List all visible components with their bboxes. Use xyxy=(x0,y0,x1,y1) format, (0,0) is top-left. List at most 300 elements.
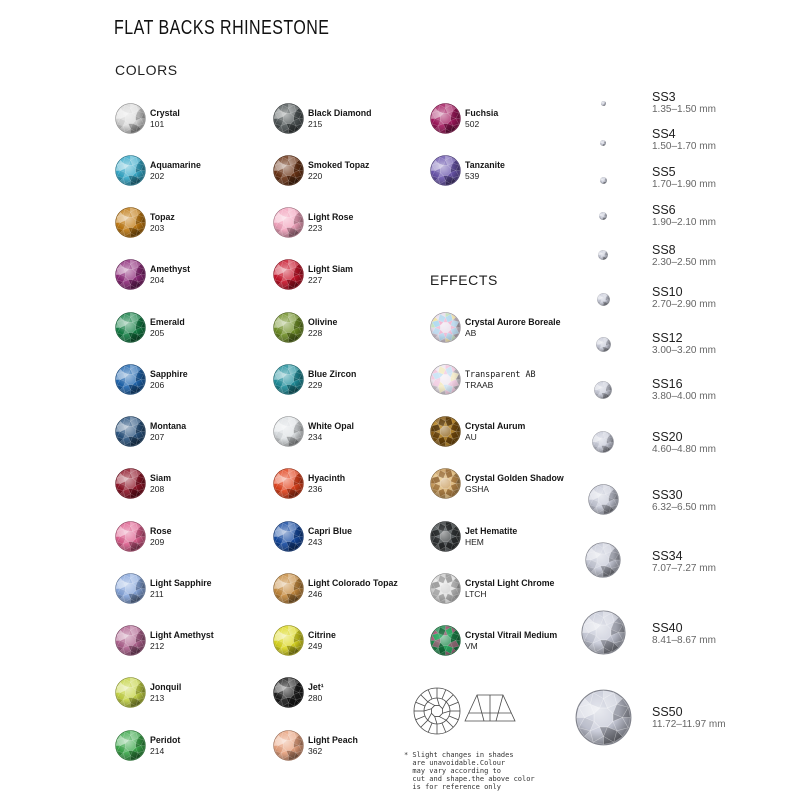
color-gem-peridot xyxy=(115,730,146,761)
color-gem-light-sapphire xyxy=(115,573,146,604)
size-range: 1.90–2.10 mm xyxy=(652,217,716,228)
color-code: 209 xyxy=(150,536,165,547)
color-item-fuchsia xyxy=(430,103,499,134)
color-code: 229 xyxy=(308,379,323,390)
gem-table-facet xyxy=(125,322,135,332)
color-name: Light Colorado Topaz xyxy=(308,577,398,588)
color-name: Montana xyxy=(150,421,187,431)
color-name: Olivine xyxy=(308,316,338,327)
color-gem-tanzanite xyxy=(430,155,461,186)
gem-table-facet xyxy=(440,635,450,645)
size-gem-ss3 xyxy=(601,101,606,106)
gem-table-facet xyxy=(602,179,604,181)
color-code: 212 xyxy=(150,641,165,651)
size-gem-ss16 xyxy=(594,381,612,399)
color-item-light-siam xyxy=(273,259,353,290)
gem-table-facet xyxy=(599,438,606,445)
effect-code: VM xyxy=(465,641,478,651)
color-gem-fuchsia xyxy=(430,103,461,134)
size-gem-ss4 xyxy=(600,140,606,146)
diagram-line xyxy=(428,702,435,706)
gem-table-facet xyxy=(125,270,135,280)
size-range: 7.07–7.27 mm xyxy=(652,563,716,574)
gem-table-facet xyxy=(283,635,293,645)
gem-table-facet xyxy=(440,479,450,489)
colors-heading: COLORS xyxy=(115,62,178,78)
rhinestone-side-view-icon xyxy=(462,689,518,725)
gem-table-facet xyxy=(440,165,450,175)
color-label xyxy=(150,264,190,286)
color-name: Emerald xyxy=(150,316,185,327)
size-gem-ss5 xyxy=(600,177,607,184)
size-name: SS3 xyxy=(652,90,676,104)
size-label-ss4 xyxy=(652,127,716,153)
color-gem-emerald xyxy=(115,312,146,343)
color-item-jonquil xyxy=(115,677,182,708)
size-gem-ss20 xyxy=(592,431,614,453)
gem-table-facet xyxy=(283,426,293,436)
color-code: 204 xyxy=(150,275,165,286)
effect-item-transparent-ab xyxy=(430,364,536,395)
color-item-citrine xyxy=(273,625,336,656)
gem-table-facet xyxy=(601,342,606,347)
color-gem-smoked-topaz xyxy=(273,155,304,186)
gem-table-facet xyxy=(283,270,293,280)
gem-table-facet xyxy=(597,554,609,566)
gem-table-facet xyxy=(283,531,293,541)
gem-table-facet xyxy=(283,688,293,698)
gem-table-facet xyxy=(600,387,606,393)
gem-table-facet xyxy=(283,583,293,593)
gem-table-facet xyxy=(601,297,605,301)
color-code: 101 xyxy=(150,118,165,129)
color-item-smoked-topaz xyxy=(273,155,370,186)
color-label xyxy=(308,264,353,286)
effect-item-jet-hematite xyxy=(430,521,518,552)
color-code: 243 xyxy=(308,536,323,547)
color-label xyxy=(150,212,175,234)
color-label xyxy=(150,421,186,443)
color-code: 203 xyxy=(150,223,165,233)
color-label xyxy=(150,160,201,182)
color-name: Amethyst xyxy=(150,264,191,275)
effect-code: GSHA xyxy=(465,484,490,495)
color-item-light-colorado-topaz xyxy=(273,573,398,604)
size-name: SS40 xyxy=(652,621,683,635)
color-label xyxy=(308,317,337,339)
color-item-crystal xyxy=(115,103,180,134)
size-label-ss5 xyxy=(652,165,716,191)
size-label-ss50 xyxy=(652,705,726,731)
color-gem-crystal xyxy=(115,103,146,134)
gem-table-facet xyxy=(594,708,613,727)
diagram-line xyxy=(435,717,437,724)
gem-table-facet xyxy=(125,374,135,384)
effect-name: Transparent AB xyxy=(465,368,536,379)
color-item-capri-blue xyxy=(273,521,352,552)
diagram-line xyxy=(446,695,453,702)
effect-item-crystal-aurum xyxy=(430,416,526,447)
effect-gem-transparent-ab xyxy=(430,364,461,395)
color-item-montana xyxy=(115,416,187,447)
color-code: 208 xyxy=(150,484,165,495)
gem-table-facet xyxy=(125,583,135,593)
diagram-table xyxy=(431,705,442,716)
gem-table-facet xyxy=(283,165,293,175)
effect-code: HEM xyxy=(465,536,484,547)
diagram-line xyxy=(442,723,446,732)
color-item-light-sapphire xyxy=(115,573,212,604)
color-name: Siam xyxy=(150,473,172,484)
color-gem-jet1 xyxy=(273,677,304,708)
size-gem-ss12 xyxy=(596,337,611,352)
gem-table-facet xyxy=(125,531,135,541)
effect-gem-crystal-aurum xyxy=(430,416,461,447)
color-code: 362 xyxy=(308,745,323,756)
size-name: SS20 xyxy=(652,430,683,444)
color-item-topaz xyxy=(115,207,175,238)
size-gem-ss8 xyxy=(598,250,608,260)
gem-table-facet xyxy=(440,531,450,541)
color-name: Light Sapphire xyxy=(150,577,212,588)
color-label xyxy=(308,108,372,130)
diagram-line xyxy=(421,720,428,727)
gem-table-facet xyxy=(602,215,605,218)
color-item-olivine xyxy=(273,312,338,343)
effect-label xyxy=(465,578,554,600)
color-label xyxy=(308,473,345,495)
size-label-ss6 xyxy=(652,203,716,229)
size-label-ss10 xyxy=(652,285,716,311)
color-label xyxy=(465,160,505,182)
disclaimer-note xyxy=(404,751,535,791)
diagram-line xyxy=(496,695,503,721)
color-name: Hyacinth xyxy=(308,473,346,484)
effect-item-crystal-vitrail-medium xyxy=(430,625,558,656)
rhinestone-top-view-icon xyxy=(412,686,462,736)
gem-table-facet xyxy=(283,479,293,489)
color-item-rose xyxy=(115,521,172,552)
color-name: Jonquil xyxy=(150,682,182,693)
color-item-sapphire xyxy=(115,364,188,395)
diagram-line xyxy=(477,695,484,721)
color-label xyxy=(150,317,185,339)
color-code: 207 xyxy=(150,432,165,442)
effect-code: AU xyxy=(465,432,477,442)
color-code: 236 xyxy=(308,484,323,495)
color-item-light-rose xyxy=(273,207,354,238)
effect-name: Crystal Vitrail Medium xyxy=(465,630,558,640)
size-gem-ss30 xyxy=(588,484,619,515)
effects-heading: EFFECTS xyxy=(430,272,498,288)
gem-table-facet xyxy=(125,740,135,750)
color-label xyxy=(308,160,369,182)
size-name: SS30 xyxy=(652,488,683,502)
size-gem-ss40 xyxy=(581,610,626,655)
diagram-line xyxy=(443,702,447,709)
effect-code: AB xyxy=(465,327,477,338)
size-name: SS12 xyxy=(652,331,683,345)
note-line: may vary according to xyxy=(412,767,501,775)
effect-item-crystal-golden-shadow xyxy=(430,468,564,499)
color-gem-capri-blue xyxy=(273,521,304,552)
color-item-white-opal xyxy=(273,416,354,447)
color-code: 213 xyxy=(150,693,165,704)
size-name: SS16 xyxy=(652,377,683,391)
size-name: SS10 xyxy=(652,285,683,299)
color-code: 215 xyxy=(308,118,323,129)
color-code: 202 xyxy=(150,170,165,181)
gem-table-facet xyxy=(283,740,293,750)
effect-code: TRAAB xyxy=(465,379,494,390)
size-name: SS50 xyxy=(652,705,683,719)
color-gem-light-amethyst xyxy=(115,625,146,656)
color-name: Smoked Topaz xyxy=(308,159,370,170)
diagram-line xyxy=(428,690,432,699)
color-code: 211 xyxy=(150,588,164,599)
diagram-line xyxy=(439,717,446,721)
effect-label xyxy=(465,317,561,339)
gem-table-facet xyxy=(602,142,604,144)
color-label xyxy=(150,369,188,391)
size-name: SS34 xyxy=(652,549,683,563)
diagram-line xyxy=(442,690,446,699)
color-label xyxy=(308,369,356,391)
color-gem-rose xyxy=(115,521,146,552)
effect-name: Crystal Aurore Boreale xyxy=(465,316,561,327)
color-label xyxy=(150,526,172,548)
color-code: 280 xyxy=(308,693,323,704)
effect-name: Crystal Aurum xyxy=(465,421,526,431)
diagram-line xyxy=(424,709,431,711)
effect-gem-jet-hematite xyxy=(430,521,461,552)
effect-name: Crystal Light Chrome xyxy=(465,577,555,588)
color-name: Light Amethyst xyxy=(150,630,214,640)
color-gem-light-rose xyxy=(273,207,304,238)
size-label-ss40 xyxy=(652,621,716,647)
effect-label xyxy=(465,369,536,391)
color-gem-white-opal xyxy=(273,416,304,447)
color-name: Jet¹ xyxy=(308,682,324,693)
color-name: Light Siam xyxy=(308,264,353,275)
color-gem-blue-zircon xyxy=(273,364,304,395)
color-label xyxy=(150,473,171,495)
color-code: 205 xyxy=(150,327,165,338)
size-name: SS4 xyxy=(652,127,676,141)
gem-table-facet xyxy=(440,113,450,123)
color-code: 502 xyxy=(465,118,480,129)
effect-label xyxy=(465,421,525,443)
size-name: SS6 xyxy=(652,203,676,217)
color-gem-hyacinth xyxy=(273,468,304,499)
color-item-emerald xyxy=(115,312,185,343)
gem-table-facet xyxy=(602,102,604,104)
color-label xyxy=(308,630,336,652)
color-name: White Opal xyxy=(308,421,354,431)
color-gem-montana xyxy=(115,416,146,447)
color-label xyxy=(150,108,180,130)
color-gem-black-diamond xyxy=(273,103,304,134)
gem-table-facet xyxy=(598,494,608,504)
color-gem-citrine xyxy=(273,625,304,656)
color-name: Rose xyxy=(150,525,172,536)
size-label-ss16 xyxy=(652,377,716,403)
color-code: 228 xyxy=(308,327,323,338)
gem-table-facet xyxy=(596,625,611,640)
size-gem-ss50 xyxy=(575,689,632,746)
gem-table-facet xyxy=(125,113,135,123)
color-item-peridot xyxy=(115,730,181,761)
color-label xyxy=(150,735,180,757)
diagram-line xyxy=(416,716,425,720)
size-range: 3.80–4.00 mm xyxy=(652,391,716,402)
color-name: Light Peach xyxy=(308,734,358,745)
color-item-amethyst xyxy=(115,259,191,290)
color-item-black-diamond xyxy=(273,103,372,134)
diagram-line xyxy=(428,723,432,732)
gem-table-facet xyxy=(125,688,135,698)
diagram-line xyxy=(428,713,432,720)
color-name: Sapphire xyxy=(150,368,188,379)
effect-item-crystal-light-chrome xyxy=(430,573,555,604)
color-gem-amethyst xyxy=(115,259,146,290)
gem-table-facet xyxy=(125,479,135,489)
color-item-light-peach xyxy=(273,730,358,761)
gem-table-facet xyxy=(440,583,450,593)
note-line: is for reference only xyxy=(412,783,501,791)
color-label xyxy=(308,682,324,704)
color-label xyxy=(150,578,212,600)
gem-table-facet xyxy=(601,253,604,256)
gem-table-facet xyxy=(125,635,135,645)
color-name: Peridot xyxy=(150,734,181,745)
color-item-tanzanite xyxy=(430,155,505,186)
color-label xyxy=(465,108,498,130)
color-gem-light-siam xyxy=(273,259,304,290)
color-item-siam xyxy=(115,468,172,499)
color-code: 249 xyxy=(308,641,323,651)
size-name: SS5 xyxy=(652,165,676,179)
size-gem-ss34 xyxy=(585,542,621,578)
color-label xyxy=(308,421,354,443)
effect-label xyxy=(465,526,517,548)
effect-gem-crystal-vitrail-medium xyxy=(430,625,461,656)
color-gem-light-colorado-topaz xyxy=(273,573,304,604)
size-range: 2.70–2.90 mm xyxy=(652,299,716,310)
diagram-line xyxy=(449,702,458,706)
color-item-light-amethyst xyxy=(115,625,214,656)
effect-gem-crystal-aurore-boreale xyxy=(430,312,461,343)
note-line: cut and shape.the above color xyxy=(412,775,535,783)
color-code: 539 xyxy=(465,170,480,181)
color-item-jet1 xyxy=(273,677,324,708)
diagram-line xyxy=(443,711,450,713)
color-gem-aquamarine xyxy=(115,155,146,186)
effect-gem-crystal-light-chrome xyxy=(430,573,461,604)
color-name: Black Diamond xyxy=(308,107,372,118)
gem-table-facet xyxy=(440,374,450,384)
effect-name: Jet Hematite xyxy=(465,525,518,536)
page-title: FLAT BACKS RHINESTONE xyxy=(114,17,330,39)
color-code: 220 xyxy=(308,170,323,181)
size-range: 1.70–1.90 mm xyxy=(652,179,716,190)
size-label-ss20 xyxy=(652,430,716,456)
color-gem-light-peach xyxy=(273,730,304,761)
gem-table-facet xyxy=(125,165,135,175)
color-code: 227 xyxy=(308,275,323,286)
size-range: 4.60–4.80 mm xyxy=(652,444,716,455)
gem-table-facet xyxy=(125,426,135,436)
color-label xyxy=(308,735,358,757)
color-label xyxy=(308,212,353,234)
size-range: 3.00–3.20 mm xyxy=(652,345,716,356)
color-label xyxy=(308,578,398,600)
color-name: Citrine xyxy=(308,630,336,640)
color-name: Topaz xyxy=(150,212,175,222)
color-code: 206 xyxy=(150,379,165,390)
color-gem-topaz xyxy=(115,207,146,238)
size-label-ss12 xyxy=(652,331,716,357)
color-code: 246 xyxy=(308,588,323,599)
size-label-ss30 xyxy=(652,488,716,514)
color-name: Crystal xyxy=(150,107,180,118)
color-name: Fuchsia xyxy=(465,107,499,118)
note-line: * Slight changes in shades xyxy=(404,751,514,759)
size-label-ss34 xyxy=(652,549,716,575)
size-range: 1.50–1.70 mm xyxy=(652,141,716,152)
effect-code: LTCH xyxy=(465,588,487,599)
gem-table-facet xyxy=(125,217,135,227)
gem-table-facet xyxy=(283,113,293,123)
color-label xyxy=(150,630,214,652)
effect-item-crystal-aurore-boreale xyxy=(430,312,561,343)
size-range: 6.32–6.50 mm xyxy=(652,502,716,513)
color-name: Light Rose xyxy=(308,212,354,222)
size-range: 1.35–1.50 mm xyxy=(652,104,716,115)
color-name: Tanzanite xyxy=(465,159,505,170)
diagram-line xyxy=(416,702,425,706)
color-code: 214 xyxy=(150,745,165,756)
color-gem-olivine xyxy=(273,312,304,343)
size-range: 8.41–8.67 mm xyxy=(652,635,716,646)
gem-table-facet xyxy=(440,426,450,436)
color-gem-sapphire xyxy=(115,364,146,395)
size-gem-ss10 xyxy=(597,293,610,306)
diagram-line xyxy=(421,695,428,702)
diagram-line xyxy=(437,698,439,705)
gem-table-facet xyxy=(283,374,293,384)
color-item-blue-zircon xyxy=(273,364,357,395)
color-item-hyacinth xyxy=(273,468,346,499)
note-line: are unavoidable.Colour xyxy=(412,759,506,767)
effect-label xyxy=(465,630,557,652)
color-label xyxy=(150,682,181,704)
gem-table-facet xyxy=(440,322,450,332)
color-gem-siam xyxy=(115,468,146,499)
color-gem-jonquil xyxy=(115,677,146,708)
color-label xyxy=(308,526,352,548)
color-code: 234 xyxy=(308,432,323,442)
color-name: Aquamarine xyxy=(150,159,201,170)
size-range: 11.72–11.97 mm xyxy=(652,719,726,730)
color-item-aquamarine xyxy=(115,155,201,186)
color-name: Capri Blue xyxy=(308,525,352,536)
gem-table-facet xyxy=(283,322,293,332)
diagram-line xyxy=(446,720,453,727)
size-range: 2.30–2.50 mm xyxy=(652,257,716,268)
effect-name: Crystal Golden Shadow xyxy=(465,473,564,484)
diagram-line xyxy=(449,716,458,720)
